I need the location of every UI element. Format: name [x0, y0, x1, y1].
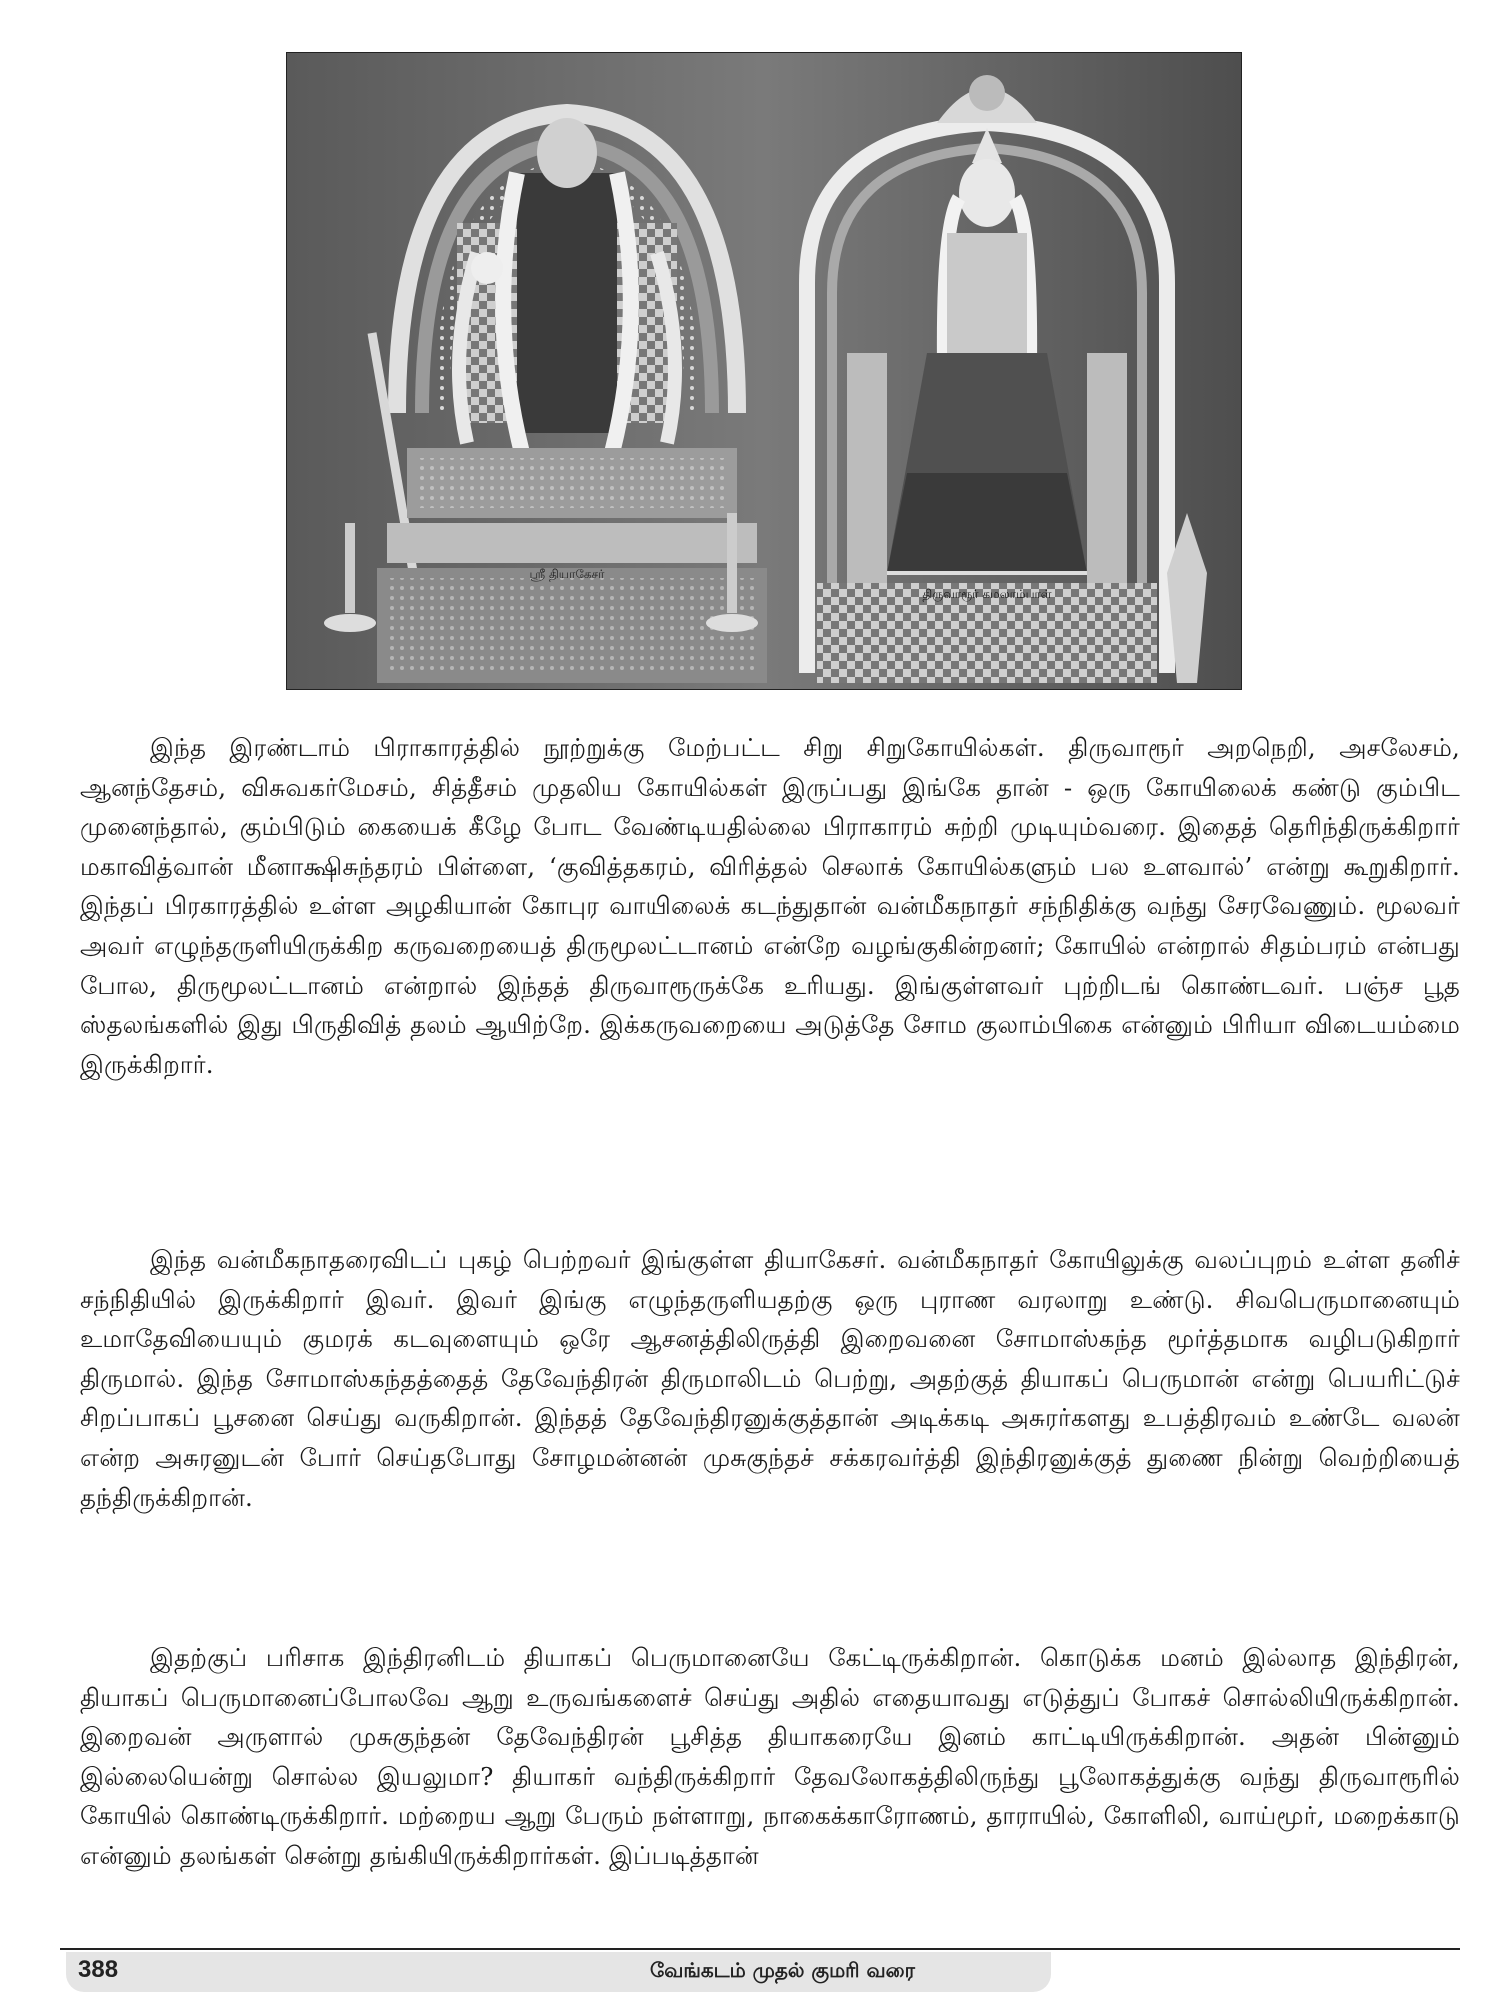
paragraph-text: இந்த இரண்டாம் பிராகாரத்தில் நூற்றுக்கு மேற்பட்ட சிறு சிறுகோயில்கள். திருவாரூர் அறநெறி, அசலேசம், ஆனந்தேசம், விசுவகர்மேசம், சித்தீசம் முதலிய கோயில்கள் இருப்பது இங்கே தான் - ஒரு கோயிலைக் கண்டு கும்பிட முனைந்தால், கும்பிடும் கையைக் கீழே போட வேண்டியதில்லை பிராகாரம் சுற்றி முடியும்வரை. இதைத் தெரிந்திருக்கிறார் மகாவித்வான் மீனாக்ஷிசுந்தரம் பிள்ளை, ‘குவித்தகரம், விரித்தல் செலாக் கோயில்களும் பல உளவால்’ என்று கூறுகிறார். இந்தப் பிரகாரத்தில் உள்ள அழகியான் கோபுர வாயிலைக் கடந்துதான் வன்மீகநாதர் சந்நிதிக்கு வந்து சேரவேணும். மூலவர் அவர் எழுந்தருளியிருக்கிற கருவறையைத் திருமூலட்டானம் என்றே வழங்குகின்றனர்; கோயில் என்றால் சிதம்பரம் என்பது போல, திருமூலட்டானம் என்றால் இந்தத் திருவாரூருக்கே உரியது. இங்குள்ளவர் புற்றிடங் கொண்டவர். பஞ்ச பூத ஸ்தலங்களில் இது பிருதிவித் தலம் ஆயிற்றே. இக்கருவறையை அடுத்தே சோம குலாம்பிகை என்னும் பிரியா விடையம்மை இருக்கிறார். — [80, 733, 1460, 1079]
left-deity-caption: ஸ்ரீ தியாகேசர் — [529, 567, 605, 581]
paragraph-text: இந்த வன்மீகநாதரைவிடப் புகழ் பெற்றவர் இங்குள்ள தியாகேசர். வன்மீகநாதர் கோயிலுக்கு வலப்புறம் உள்ள தனிச் சந்நிதியில் இருக்கிறார் இவர். இவர் இங்கு எழுந்தருளியதற்கு ஒரு புராண வரலாறு உண்டு. சிவபெருமானையும் உமாதேவியையும் குமரக் கடவுளையும் ஒரே ஆசனத்திலிருத்தி இறைவனை சோமாஸ்கந்த மூர்த்தமாக வழிபடுகிறார் திருமால். இந்த சோமாஸ்கந்தத்தைத் தேவேந்திரன் திருமாலிடம் பெற்று, அதற்குத் தியாகப் பெருமான் என்று பெயரிட்டுச் சிறப்பாகப் பூசனை செய்து வருகிறான். இந்தத் தேவேந்திரனுக்குத்தான் அடிக்கடி அசுரர்களது உபத்திரவம் உண்டே வலன் என்ற அசுரனுடன் போர் செய்தபோது சோழமன்னன் முசுகுந்தச் சக்கரவர்த்தி இந்திரனுக்குத் துணை நின்று வெற்றியைத் தந்திருக்கிறான். — [80, 1245, 1460, 1512]
running-footer-title: வேங்கடம் முதல் குமரி வரை — [650, 1958, 915, 1982]
temple-deities-photograph — [286, 52, 1242, 690]
footer-divider — [60, 1948, 1460, 1950]
paragraph-text: இதற்குப் பரிசாக இந்திரனிடம் தியாகப் பெருமானையே கேட்டிருக்கிறான். கொடுக்க மனம் இல்லாத இந்திரன், தியாகப் பெருமானைப்போலவே ஆறு உருவங்களைச் செய்து அதில் எதையாவது எடுத்துப் போகச் சொல்லியிருக்கிறான். இறைவன் அருளால் முசுகுந்தன் தேவேந்திரன் பூசித்த தியாகரையே இனம் காட்டியிருக்கிறான். அதன் பின்னும் இல்லையென்று சொல்ல இயலுமா? தியாகர் வந்திருக்கிறார் தேவலோகத்திலிருந்து பூலோகத்துக்கு வந்து திருவாரூரில் கோயில் கொண்டிருக்கிறார். மற்றைய ஆறு பேரும் நள்ளாறு, நாகைக்காரோணம், தாராயில், கோளிலி, வாய்மூர், மறைக்காடு என்னும் தலங்கள் சென்று தங்கியிருக்கிறார்கள். இப்படித்தான் — [80, 1643, 1460, 1870]
paragraph-2 — [80, 1240, 1460, 1517]
page-number: 388 — [78, 1956, 119, 1983]
paragraph-1 — [80, 728, 1460, 1084]
paragraph-3 — [80, 1638, 1460, 1876]
right-deity-caption: திருவாரூர் கமலாம்பாள் — [922, 587, 1052, 601]
